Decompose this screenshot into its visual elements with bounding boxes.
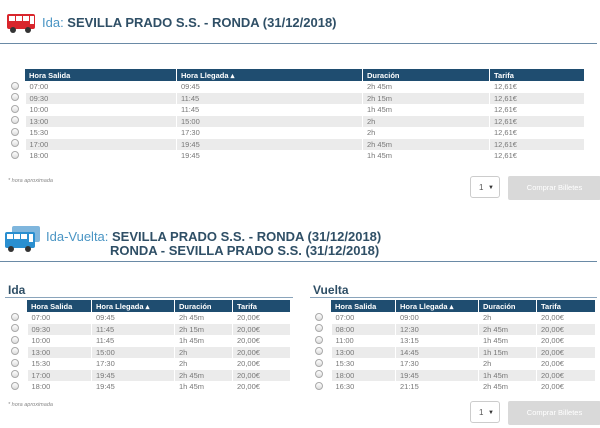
- table-row[interactable]: [309, 381, 596, 393]
- cell-tarifa: 20,00€: [537, 335, 596, 347]
- idavuelta-route-2-row: [110, 243, 379, 258]
- ida-title: [42, 15, 337, 30]
- divider: [310, 297, 597, 298]
- cell-hora-llegada: 09:45: [177, 81, 363, 93]
- col-tarifa[interactable]: Tarifa: [490, 69, 585, 81]
- cell-tarifa: 20,00€: [233, 358, 291, 370]
- cell-hora-llegada: 19:45: [177, 150, 363, 162]
- col-hora-salida[interactable]: Hora Salida: [25, 69, 177, 81]
- cell-hora-llegada: 11:45: [177, 104, 363, 116]
- cell-hora-salida: 07:00: [25, 81, 177, 93]
- idavuelta-route-1: SEVILLA PRADO S.S. - RONDA (31/12/2018): [112, 229, 382, 244]
- radio-icon[interactable]: [11, 82, 19, 90]
- cell-hora-llegada: 19:45: [92, 370, 175, 382]
- table-row[interactable]: [5, 139, 585, 151]
- cell-duracion: 1h 45m: [175, 381, 233, 393]
- cell-hora-llegada: 15:00: [177, 116, 363, 128]
- cell-hora-salida: 13:00: [25, 116, 177, 128]
- radio-icon[interactable]: [11, 347, 19, 355]
- row-radio-cell[interactable]: [5, 127, 25, 139]
- row-radio-cell[interactable]: [5, 104, 25, 116]
- cell-tarifa: 20,00€: [233, 312, 291, 324]
- cell-tarifa: 12,61€: [490, 139, 585, 151]
- cell-hora-llegada: 13:15: [396, 335, 479, 347]
- cell-hora-llegada: 09:45: [92, 312, 175, 324]
- cell-hora-salida: 09:30: [25, 93, 177, 105]
- cell-hora-llegada: 21:15: [396, 381, 479, 393]
- col-tarifa[interactable]: Tarifa: [537, 300, 596, 312]
- row-radio-cell[interactable]: [5, 324, 27, 336]
- radio-icon[interactable]: [315, 336, 323, 344]
- row-radio-cell[interactable]: [5, 370, 27, 382]
- cell-hora-llegada: 15:00: [92, 347, 175, 359]
- table-row[interactable]: [309, 324, 596, 336]
- vuelta-section-title: Vuelta: [313, 283, 349, 297]
- col-tarifa[interactable]: Tarifa: [233, 300, 291, 312]
- cell-duracion: 2h: [363, 116, 490, 128]
- cell-duracion: 1h 15m: [479, 347, 537, 359]
- quantity-select[interactable]: [470, 176, 500, 198]
- note-hora-aproximada: * hora aproximada: [8, 178, 53, 184]
- radio-icon[interactable]: [11, 151, 19, 159]
- quantity-select[interactable]: [470, 401, 500, 423]
- cell-tarifa: 20,00€: [537, 381, 596, 393]
- table-row[interactable]: [309, 335, 596, 347]
- cell-tarifa: 20,00€: [233, 370, 291, 382]
- cell-tarifa: 20,00€: [537, 347, 596, 359]
- cell-tarifa: 20,00€: [537, 370, 596, 382]
- caret-down-icon: ▼: [488, 410, 494, 416]
- ida-table: [5, 69, 585, 162]
- cell-tarifa: 20,00€: [537, 324, 596, 336]
- table-row[interactable]: [5, 312, 291, 324]
- cell-hora-llegada: 17:30: [396, 358, 479, 370]
- table-row[interactable]: [5, 370, 291, 382]
- cell-hora-llegada: 11:45: [177, 93, 363, 105]
- idavuelta-title: [46, 229, 381, 244]
- buy-tickets-button[interactable]: Comprar Billetes: [508, 401, 600, 425]
- radio-icon[interactable]: [11, 324, 19, 332]
- radio-icon[interactable]: [11, 139, 19, 147]
- cell-tarifa: 12,61€: [490, 93, 585, 105]
- table-row[interactable]: [5, 116, 585, 128]
- radio-icon[interactable]: [11, 359, 19, 367]
- col-hora-llegada[interactable]: Hora Llegada ▴: [396, 300, 479, 312]
- cell-hora-salida: 16:30: [331, 381, 396, 393]
- cell-duracion: 2h 45m: [479, 381, 537, 393]
- table-row[interactable]: [309, 358, 596, 370]
- cell-hora-llegada: 19:45: [396, 370, 479, 382]
- cell-hora-salida: 13:00: [331, 347, 396, 359]
- cell-hora-llegada: 11:45: [92, 324, 175, 336]
- table-row[interactable]: [5, 93, 585, 105]
- cell-duracion: 1h 45m: [363, 150, 490, 162]
- ida-return-table: [5, 300, 291, 393]
- cell-duracion: 2h: [479, 358, 537, 370]
- cell-tarifa: 12,61€: [490, 104, 585, 116]
- note-hora-aproximada: * hora aproximada: [8, 402, 53, 408]
- col-hora-llegada[interactable]: Hora Llegada ▴: [177, 69, 363, 81]
- cell-hora-llegada: 17:30: [92, 358, 175, 370]
- radio-icon[interactable]: [11, 105, 19, 113]
- table-row[interactable]: [5, 324, 291, 336]
- cell-hora-salida: 15:30: [331, 358, 396, 370]
- cell-duracion: 1h 45m: [479, 335, 537, 347]
- cell-hora-salida: 07:00: [27, 312, 92, 324]
- cell-tarifa: 20,00€: [537, 358, 596, 370]
- ida-prefix: Ida:: [42, 15, 68, 30]
- cell-hora-llegada: 11:45: [92, 335, 175, 347]
- radio-icon[interactable]: [315, 382, 323, 390]
- table-row[interactable]: [309, 312, 596, 324]
- row-radio-cell[interactable]: [309, 335, 331, 347]
- cell-duracion: 2h 45m: [363, 139, 490, 151]
- col-duracion[interactable]: Duración: [363, 69, 490, 81]
- cell-hora-salida: 18:00: [27, 381, 92, 393]
- col-hora-salida[interactable]: Hora Salida: [331, 300, 396, 312]
- row-radio-cell[interactable]: [5, 347, 27, 359]
- idavuelta-route-2: RONDA - SEVILLA PRADO S.S. (31/12/2018): [110, 243, 380, 258]
- row-radio-cell[interactable]: [5, 150, 25, 162]
- row-radio-cell[interactable]: [5, 312, 27, 324]
- cell-tarifa: 20,00€: [537, 312, 596, 324]
- ida-section-title: Ida: [8, 283, 26, 297]
- cell-duracion: 2h: [479, 312, 537, 324]
- quantity-value: 1: [479, 408, 484, 417]
- col-hora-llegada[interactable]: Hora Llegada ▴: [92, 300, 175, 312]
- row-radio-cell[interactable]: [309, 347, 331, 359]
- cell-hora-salida: 08:00: [331, 324, 396, 336]
- ida-route: SEVILLA PRADO S.S. - RONDA (31/12/2018): [67, 15, 337, 30]
- cell-hora-salida: 18:00: [331, 370, 396, 382]
- radio-icon[interactable]: [11, 313, 19, 321]
- radio-icon[interactable]: [11, 336, 19, 344]
- bus-red-icon: [6, 12, 36, 34]
- col-duracion[interactable]: Duración: [479, 300, 537, 312]
- cell-hora-llegada: 14:45: [396, 347, 479, 359]
- row-radio-cell[interactable]: [309, 312, 331, 324]
- cell-hora-salida: 15:30: [25, 127, 177, 139]
- cell-hora-salida: 11:00: [331, 335, 396, 347]
- cell-tarifa: 20,00€: [233, 335, 291, 347]
- cell-hora-salida: 17:00: [27, 370, 92, 382]
- cell-tarifa: 12,61€: [490, 150, 585, 162]
- cell-hora-llegada: 12:30: [396, 324, 479, 336]
- row-radio-cell[interactable]: [309, 381, 331, 393]
- table-row[interactable]: [309, 370, 596, 382]
- cell-hora-llegada: 17:30: [177, 127, 363, 139]
- row-radio-cell[interactable]: [5, 116, 25, 128]
- cell-duracion: 2h: [175, 358, 233, 370]
- cell-tarifa: 20,00€: [233, 324, 291, 336]
- cell-duracion: 1h 45m: [479, 370, 537, 382]
- radio-icon[interactable]: [11, 128, 19, 136]
- row-radio-cell[interactable]: [5, 335, 27, 347]
- col-hora-salida[interactable]: Hora Salida: [27, 300, 92, 312]
- radio-icon[interactable]: [315, 370, 323, 378]
- buy-tickets-button[interactable]: Comprar Billetes: [508, 176, 600, 200]
- radio-icon[interactable]: [315, 313, 323, 321]
- cell-hora-salida: 15:30: [27, 358, 92, 370]
- row-radio-cell[interactable]: [5, 93, 25, 105]
- cell-duracion: 2h 15m: [363, 93, 490, 105]
- cell-tarifa: 20,00€: [233, 347, 291, 359]
- row-radio-cell[interactable]: [5, 358, 27, 370]
- caret-down-icon: ▼: [488, 185, 494, 191]
- table-row[interactable]: [5, 358, 291, 370]
- cell-hora-salida: 10:00: [27, 335, 92, 347]
- cell-hora-llegada: 19:45: [177, 139, 363, 151]
- bus-blue-icon: [4, 225, 42, 253]
- radio-icon[interactable]: [315, 324, 323, 332]
- cell-hora-salida: 13:00: [27, 347, 92, 359]
- radio-icon[interactable]: [315, 347, 323, 355]
- radio-icon[interactable]: [11, 382, 19, 390]
- table-row[interactable]: [5, 127, 585, 139]
- cell-tarifa: 12,61€: [490, 81, 585, 93]
- radio-icon[interactable]: [315, 359, 323, 367]
- cell-hora-salida: 18:00: [25, 150, 177, 162]
- row-radio-cell[interactable]: [309, 324, 331, 336]
- divider: [5, 297, 293, 298]
- cell-hora-salida: 10:00: [25, 104, 177, 116]
- cell-duracion: 1h 45m: [175, 335, 233, 347]
- radio-icon[interactable]: [11, 116, 19, 124]
- cell-duracion: 2h: [363, 127, 490, 139]
- radio-icon[interactable]: [11, 370, 19, 378]
- cell-tarifa: 12,61€: [490, 127, 585, 139]
- cell-duracion: 2h: [175, 347, 233, 359]
- cell-duracion: 2h 45m: [175, 312, 233, 324]
- cell-tarifa: 20,00€: [233, 381, 291, 393]
- cell-hora-salida: 07:00: [331, 312, 396, 324]
- quantity-value: 1: [479, 183, 484, 192]
- table-row[interactable]: [5, 81, 585, 93]
- radio-icon[interactable]: [11, 93, 19, 101]
- cell-hora-salida: 17:00: [25, 139, 177, 151]
- cell-duracion: 2h 45m: [363, 81, 490, 93]
- cell-hora-llegada: 09:00: [396, 312, 479, 324]
- cell-hora-llegada: 19:45: [92, 381, 175, 393]
- row-radio-cell[interactable]: [5, 81, 25, 93]
- idavuelta-prefix: Ida-Vuelta:: [46, 229, 113, 244]
- cell-tarifa: 12,61€: [490, 116, 585, 128]
- row-radio-cell[interactable]: [5, 139, 25, 151]
- table-row[interactable]: [5, 104, 585, 116]
- table-row[interactable]: [5, 150, 585, 162]
- divider: [0, 261, 597, 262]
- table-row[interactable]: [5, 347, 291, 359]
- row-radio-cell[interactable]: [309, 358, 331, 370]
- vuelta-table: [309, 300, 596, 393]
- cell-duracion: 2h 45m: [479, 324, 537, 336]
- table-row[interactable]: [5, 335, 291, 347]
- table-row[interactable]: [5, 381, 291, 393]
- col-duracion[interactable]: Duración: [175, 300, 233, 312]
- cell-duracion: 2h 15m: [175, 324, 233, 336]
- row-radio-cell[interactable]: [309, 370, 331, 382]
- row-radio-cell[interactable]: [5, 381, 27, 393]
- cell-duracion: 1h 45m: [363, 104, 490, 116]
- divider: [0, 43, 597, 44]
- cell-duracion: 2h 45m: [175, 370, 233, 382]
- cell-hora-salida: 09:30: [27, 324, 92, 336]
- table-row[interactable]: [309, 347, 596, 359]
